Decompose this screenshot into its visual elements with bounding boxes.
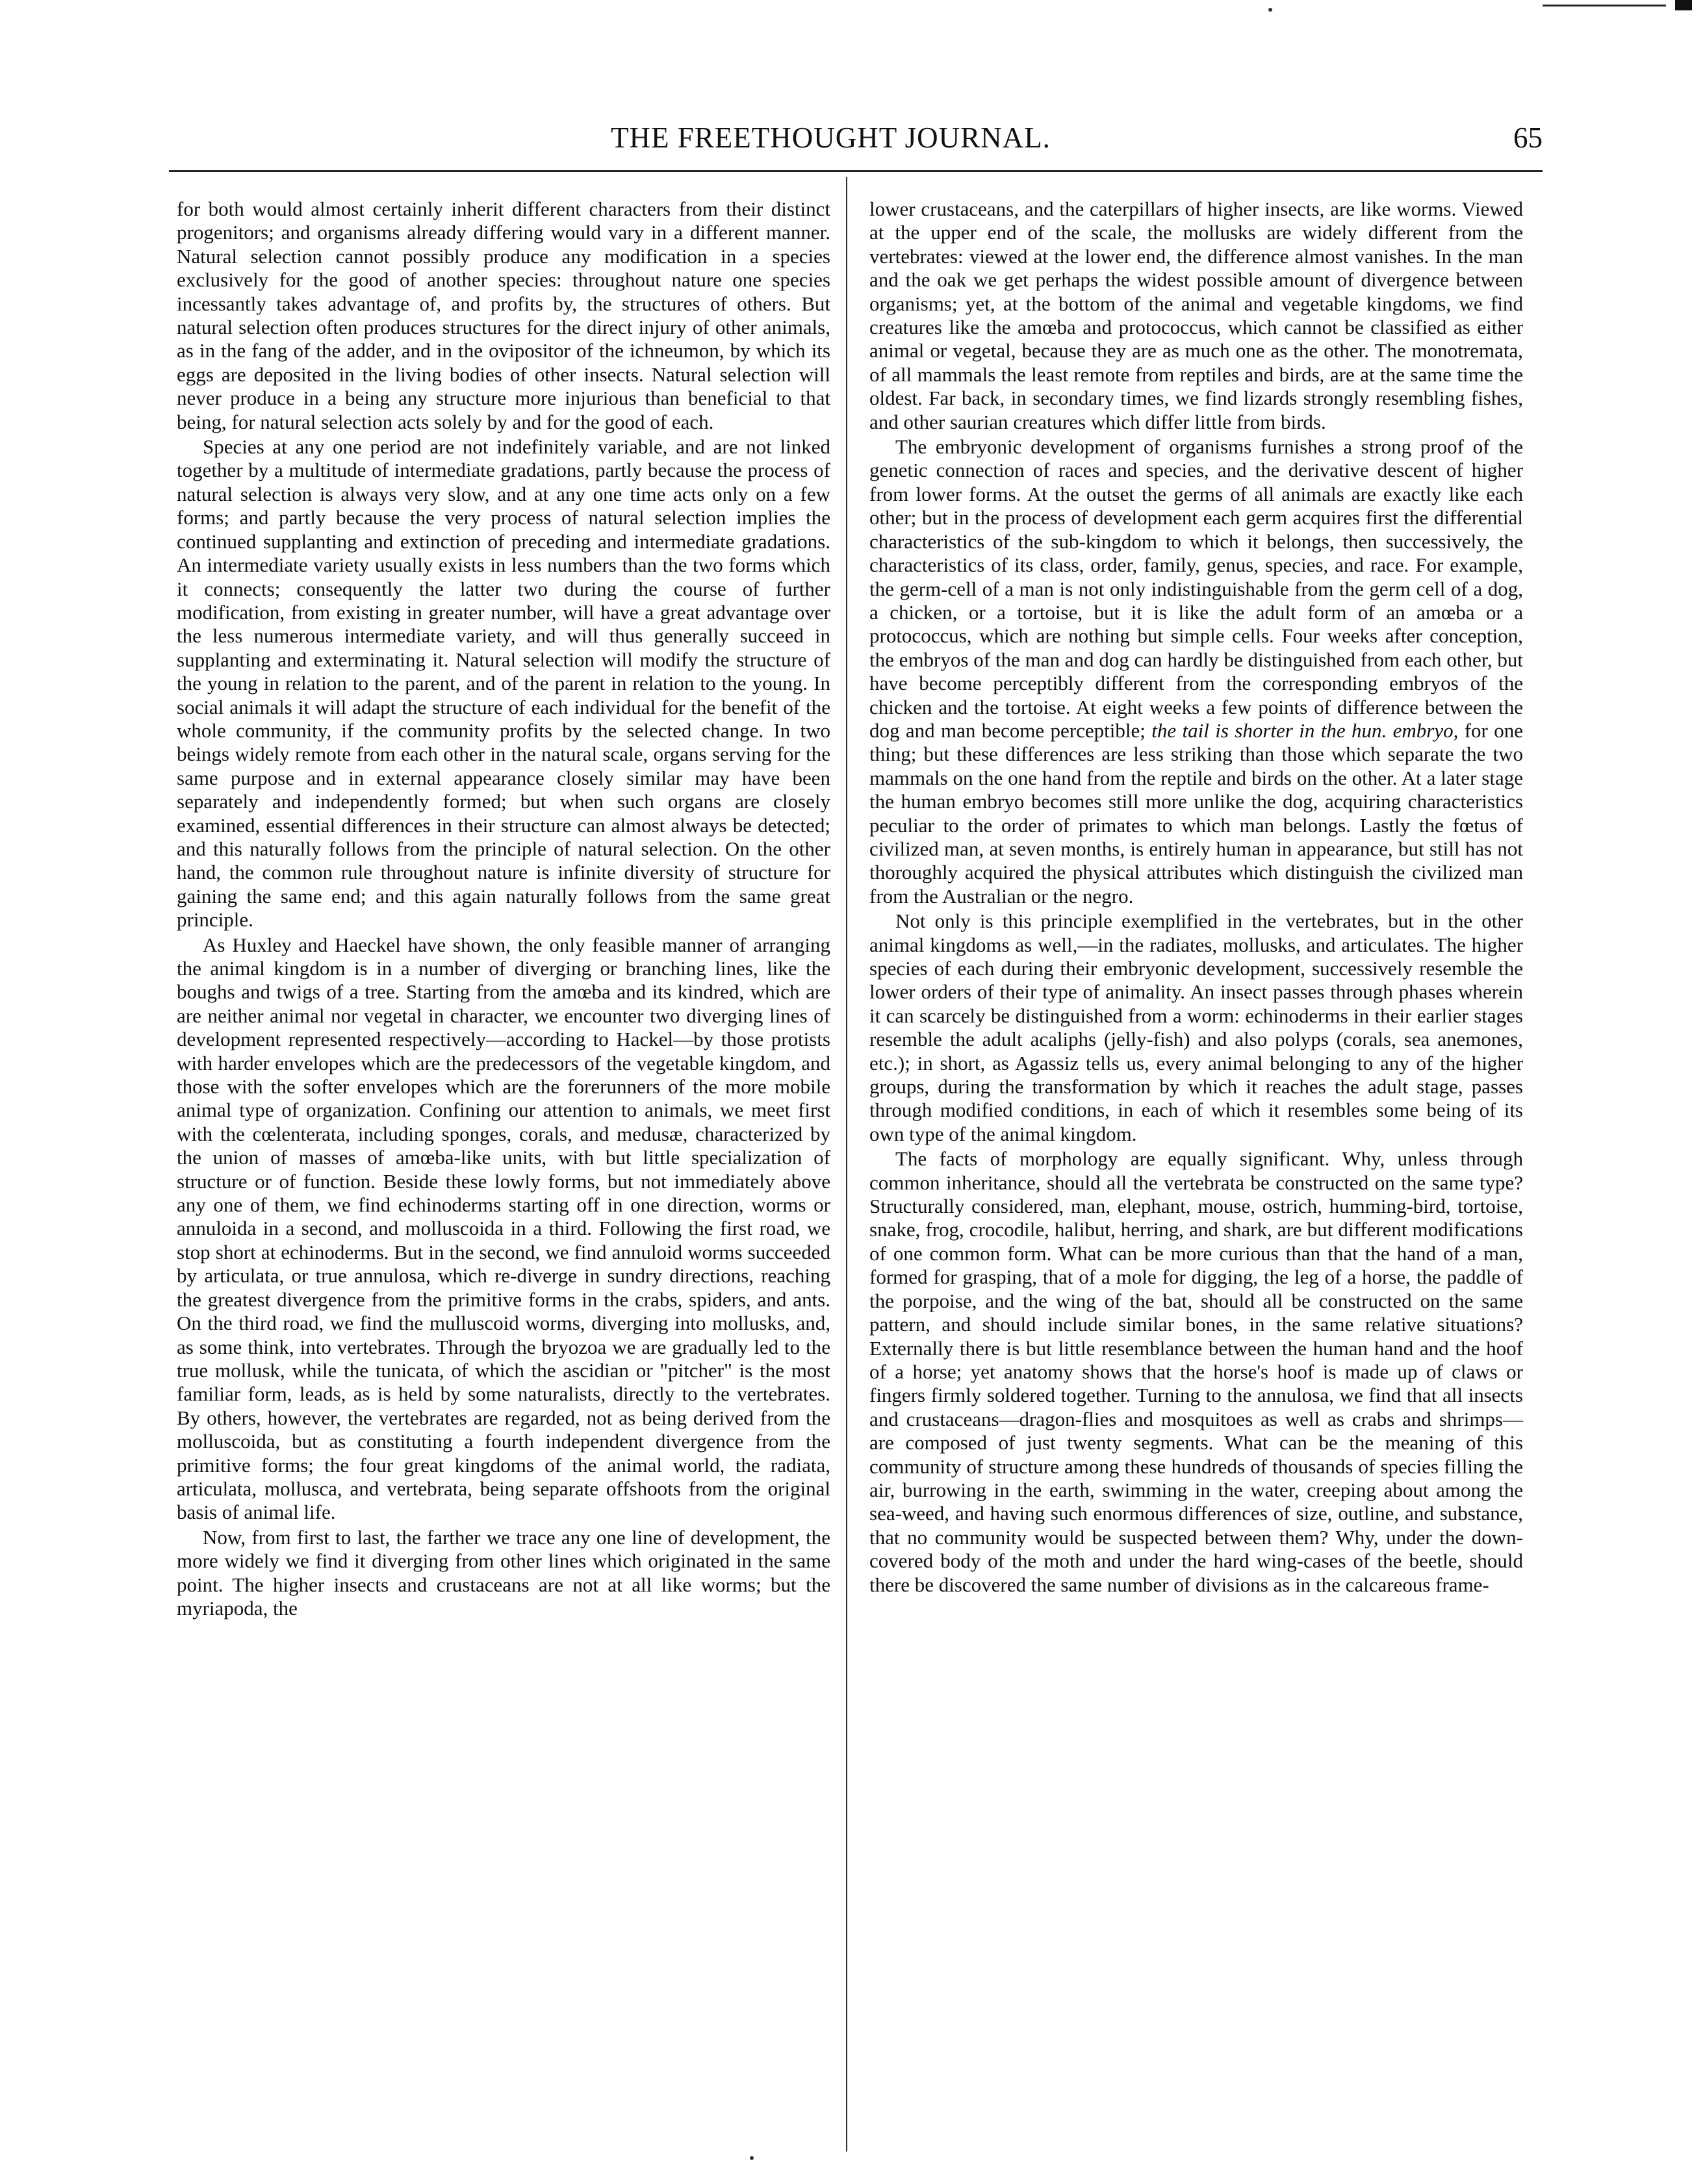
scan-corner-mark bbox=[1543, 0, 1692, 10]
paragraph: Not only is this principle exemplified in the vertebrates, but in the other animal kingdoms as well,—in the radiates, mollusks, and articulates. The higher species of each during their embryonic development, successively resemble the lower orders of their type of animality. An insect passes through phases wherein it can scarcely be distinguished from a worm: echinoderms in their earlier stages resemble the adult acaliphs (jelly-fish) and also polyps (corals, sea anemones, etc.); in short, as Agassiz tells us, every animal belonging to any of the higher groups, during the transformation by which it reaches the adult stage, passes through modified conditions, in each of which it resembles some being of its own type of the animal kingdom. bbox=[869, 909, 1523, 1145]
paragraph: The facts of morphology are equally significant. Why, unless through common inheritance, should all the vertebrata be constructed on the same type? Structurally considered, man, elephant, mouse, ostrich, humming-bird, tortoise, snake, frog, crocodile, halibut, herring, and shark, are but different modifications of one common form. What can be more curious than that the hand of a man, formed for grasping, that of a mole for digging, the leg of a horse, the paddle of the porpoise, and the wing of the bat, should all be constructed on the same pattern, and should include similar bones, in the same relative situations? Externally there is but little resemblance between the human hand and the hoof of a horse; yet anatomy shows that the horse's hoof is made up of claws or fingers firmly soldered together. Turning to the annulosa, we find that all insects and crustaceans—dragon-flies and mosquitoes as well as crabs and shrimps—are composed of just twenty segments. What can be the meaning of this community of structure among these hundreds of thousands of species filling the air, burrowing in the earth, swimming in the water, creeping about among the sea-weed, and having such enormous differences of size, outline, and substance, that no community would be suspected between them? Why, under the down-covered body of the moth and under the hard wing-cases of the beetle, should there be discovered the same number of divisions as in the calcareous frame- bbox=[869, 1147, 1523, 1596]
paragraph: lower crustaceans, and the caterpillars of higher insects, are like worms. Viewed at the upper end of the scale, the mollusks are widely different from the vertebrates: viewed at the lower end, the difference almost vanishes. In the man and the oak we get perhaps the widest possible amount of divergence between organisms; yet, at the bottom of the animal and vegetable kingdoms, we find creatures like the amœba and protococcus, which cannot be classified as either animal or vegetal, because they are as much one as the other. The monotremata, of all mammals the least remote from reptiles and birds, are at the same time the oldest. Far back, in secondary times, we find lizards strongly resembling fishes, and other saurian creatures which differ little from birds. bbox=[869, 197, 1523, 433]
scan-speck bbox=[1268, 8, 1272, 12]
scan-speck bbox=[750, 2156, 754, 2160]
paragraph-text: for one thing; but these differences are less striking than those which separate the two mammals on the one hand from the reptile and birds on the other. At a later stage the human embryo becomes still more unlike the dog, acquiring characteristics peculiar to the order of primates to which man belongs. Lastly the fœtus of civilized man, at seven months, is entirely human in appearance, but still has not thoroughly acquired the physical attributes which distinguish the civilized man from the Australian or the negro. bbox=[869, 718, 1524, 908]
paragraph: for both would almost certainly inherit different characters from their distinct progenitors; and organisms already differing would vary in a different manner. Natural selection cannot possibly produce any modification in a species exclusively for the good of another species: throughout nature one species incessantly takes advantage of, and profits by, the structures of others. But natural selection often produces structures for the direct injury of other animals, as in the fang of the adder, and in the ovipositor of the ichneumon, by which its eggs are deposited in the living bodies of other insects. Natural selection will never produce in a being any structure more injurious than beneficial to that being, for natural selection acts solely by and for the good of each. bbox=[177, 197, 830, 433]
page-number: 65 bbox=[1513, 121, 1543, 154]
paragraph bbox=[869, 435, 1523, 908]
paragraph: Species at any one period are not indefinitely variable, and are not linked together by a multitude of intermediate gradations, partly because the process of natural selection is always very slow, and at any one time acts only on a few forms; and partly because the very process of natural selection implies the continued supplanting and extinction of preceding and intermediate gradations. An intermediate variety usually exists in less numbers than the two forms which it connects; consequently the latter two during the course of further modification, from existing in greater number, will have a great advantage over the less numerous intermediate variety, and will thus generally succeed in supplanting and exterminating it. Natural selection will modify the structure of the young in relation to the parent, and of the parent in relation to the young. In social animals it will adapt the structure of each individual for the benefit of the whole community, if the community profits by the selected change. In two beings widely remote from each other in the natural scale, organs serving for the same purpose and in external appearance closely similar may have been separately and independently formed; but when such organs are closely examined, essential differences in their structure can almost always be detected; and this naturally follows from the principle of natural selection. On the other hand, the common rule throughout nature is infinite diversity of structure for gaining the same end; and this again naturally follows from the same great principle. bbox=[177, 435, 830, 932]
paragraph: As Huxley and Haeckel have shown, the only feasible manner of arranging the animal kingdom is in a number of diverging or branching lines, like the boughs and twigs of a tree. Starting from the amœba and its kindred, which are are neither animal nor vegetal in character, we encounter two diverging lines of development represented respectively—according to Hackel—by those protists with harder envelopes which are the predecessors of the vegetable kingdom, and those with the softer envelopes which are the forerunners of the more mobile animal type of organization. Confining our attention to animals, we meet first with the cœlenterata, including sponges, corals, and medusæ, characterized by the union of masses of amœba-like units, with but little specialization of structure or of function. Beside these lowly forms, but not immediately above any one of them, we find echinoderms starting off in one direction, worms or annuloida in a second, and molluscoida in a third. Following the first road, we stop short at echinoderms. But in the second, we find annuloid worms succeeded by articulata, or true annulosa, which re-diverge in sundry directions, reaching the greatest divergence from the primitive forms in the crabs, spiders, and ants. On the third road, we find the mulluscoid worms, diverging into mollusks, and, as some think, into vertebrates. Through the bryozoa we are gradually led to the true mollusk, while the tunicata, of which the ascidian or "pitcher" is the most familiar form, leads, as is held by some naturalists, directly to the vertebrates. By others, however, the vertebrates are regarded, not as being derived from the molluscoida, but as constituting a fourth independent divergence from the primitive forms; the four great kingdoms of the animal world, the radiata, articulata, mollusca, and vertebrata, being separate offshoots from the original basis of animal life. bbox=[177, 933, 830, 1524]
header-rule bbox=[169, 170, 1543, 172]
running-title: THE FREETHOUGHT JOURNAL. bbox=[611, 121, 1051, 154]
scan-corner-line bbox=[1543, 5, 1666, 6]
left-column bbox=[177, 197, 830, 1620]
italic-phrase: the tail is shorter in the hun. embryo, bbox=[1151, 718, 1459, 742]
column-divider bbox=[846, 177, 847, 2152]
paragraph-text: The embryonic development of organisms furnishes a strong proof of the genetic connection of races and species, and the derivative descent of higher from lower forms. At the outset the germs of all animals are exactly like each other; but in the process of development each germ acquires first the differential characteristics of the sub-kingdom to which it belongs, then successively, the characteristics of its class, order, family, genus, species, and race. For example, the germ-cell of a man is not only indistinguishable from the germ cell of a dog, a chicken, or a tortoise, but it is like the adult form of an amœba or a protococcus, which are nothing but simple cells. Four weeks after conception, the embryos of the man and dog can hardly be distinguished from each other, but have become perceptibly different from the corresponding embryos of the chicken and the tortoise. At eight weeks a few points of difference between the dog and man become perceptible; bbox=[869, 435, 1523, 742]
page-header bbox=[169, 121, 1543, 160]
scan-corner-block bbox=[1675, 0, 1692, 10]
paragraph: Now, from first to last, the farther we trace any one line of development, the more widely we find it diverging from other lines which originated in the same point. The higher insects and crustaceans are not at all like worms; but the myriapoda, the bbox=[177, 1525, 830, 1619]
right-column bbox=[869, 197, 1523, 1597]
